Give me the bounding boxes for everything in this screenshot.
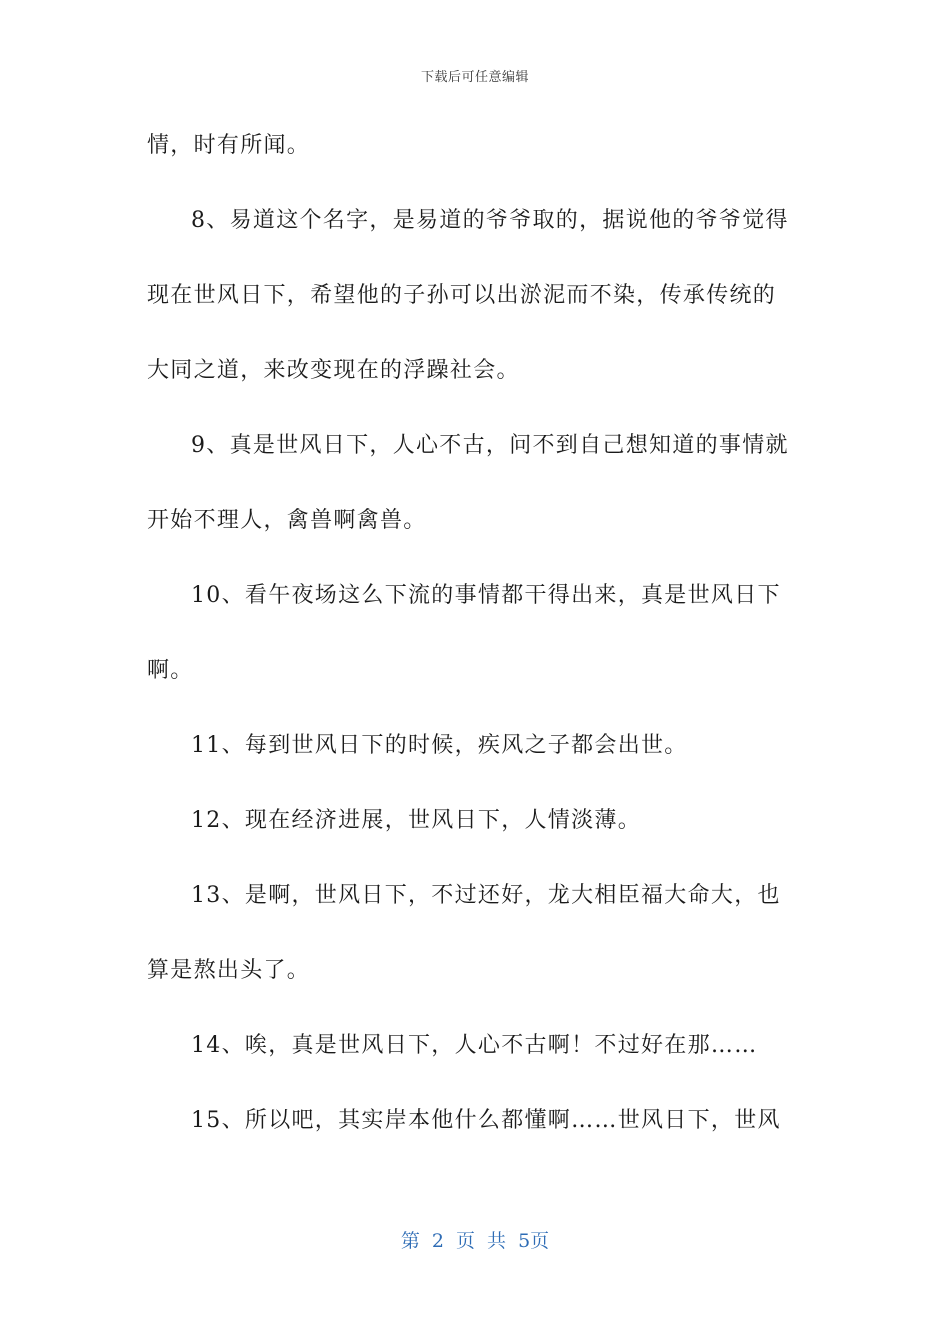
paragraph-item-10: 10、看午夜场这么下流的事情都干得出来，真是世风日下 [191, 583, 781, 608]
text-line: 开始不理人，禽兽啊禽兽。 [147, 508, 427, 533]
paragraph-item-8: 8、易道这个名字，是易道的爷爷取的，据说他的爷爷觉得 [191, 208, 789, 233]
page-footer: 第 2 页 共 5页 [400, 1230, 550, 1252]
paragraph-item-12: 12、现在经济进展，世风日下，人情淡薄。 [191, 808, 641, 833]
text-line: 情，时有所闻。 [147, 133, 311, 158]
paragraph-item-15: 15、所以吧，其实岸本他什么都懂啊……世风日下，世风 [191, 1108, 781, 1133]
paragraph-item-14: 14、唉，真是世风日下，人心不古啊！不过好在那…… [191, 1033, 758, 1058]
paragraph-item-13: 13、是啊，世风日下，不过还好，龙大相臣福大命大，也 [191, 883, 781, 908]
document-body [147, 128, 817, 1178]
paragraph-item-9: 9、真是世风日下，人心不古，问不到自己想知道的事情就 [191, 433, 789, 458]
text-line: 现在世风日下，希望他的子孙可以出淤泥而不染，传承传统的 [147, 283, 777, 308]
page-header: 下载后可任意编辑 [420, 70, 529, 85]
text-line: 大同之道，来改变现在的浮躁社会。 [147, 358, 520, 383]
paragraph-item-11: 11、每到世风日下的时候，疾风之子都会出世。 [191, 733, 688, 758]
text-line: 啊。 [147, 658, 194, 683]
text-line: 算是熬出头了。 [147, 958, 311, 983]
